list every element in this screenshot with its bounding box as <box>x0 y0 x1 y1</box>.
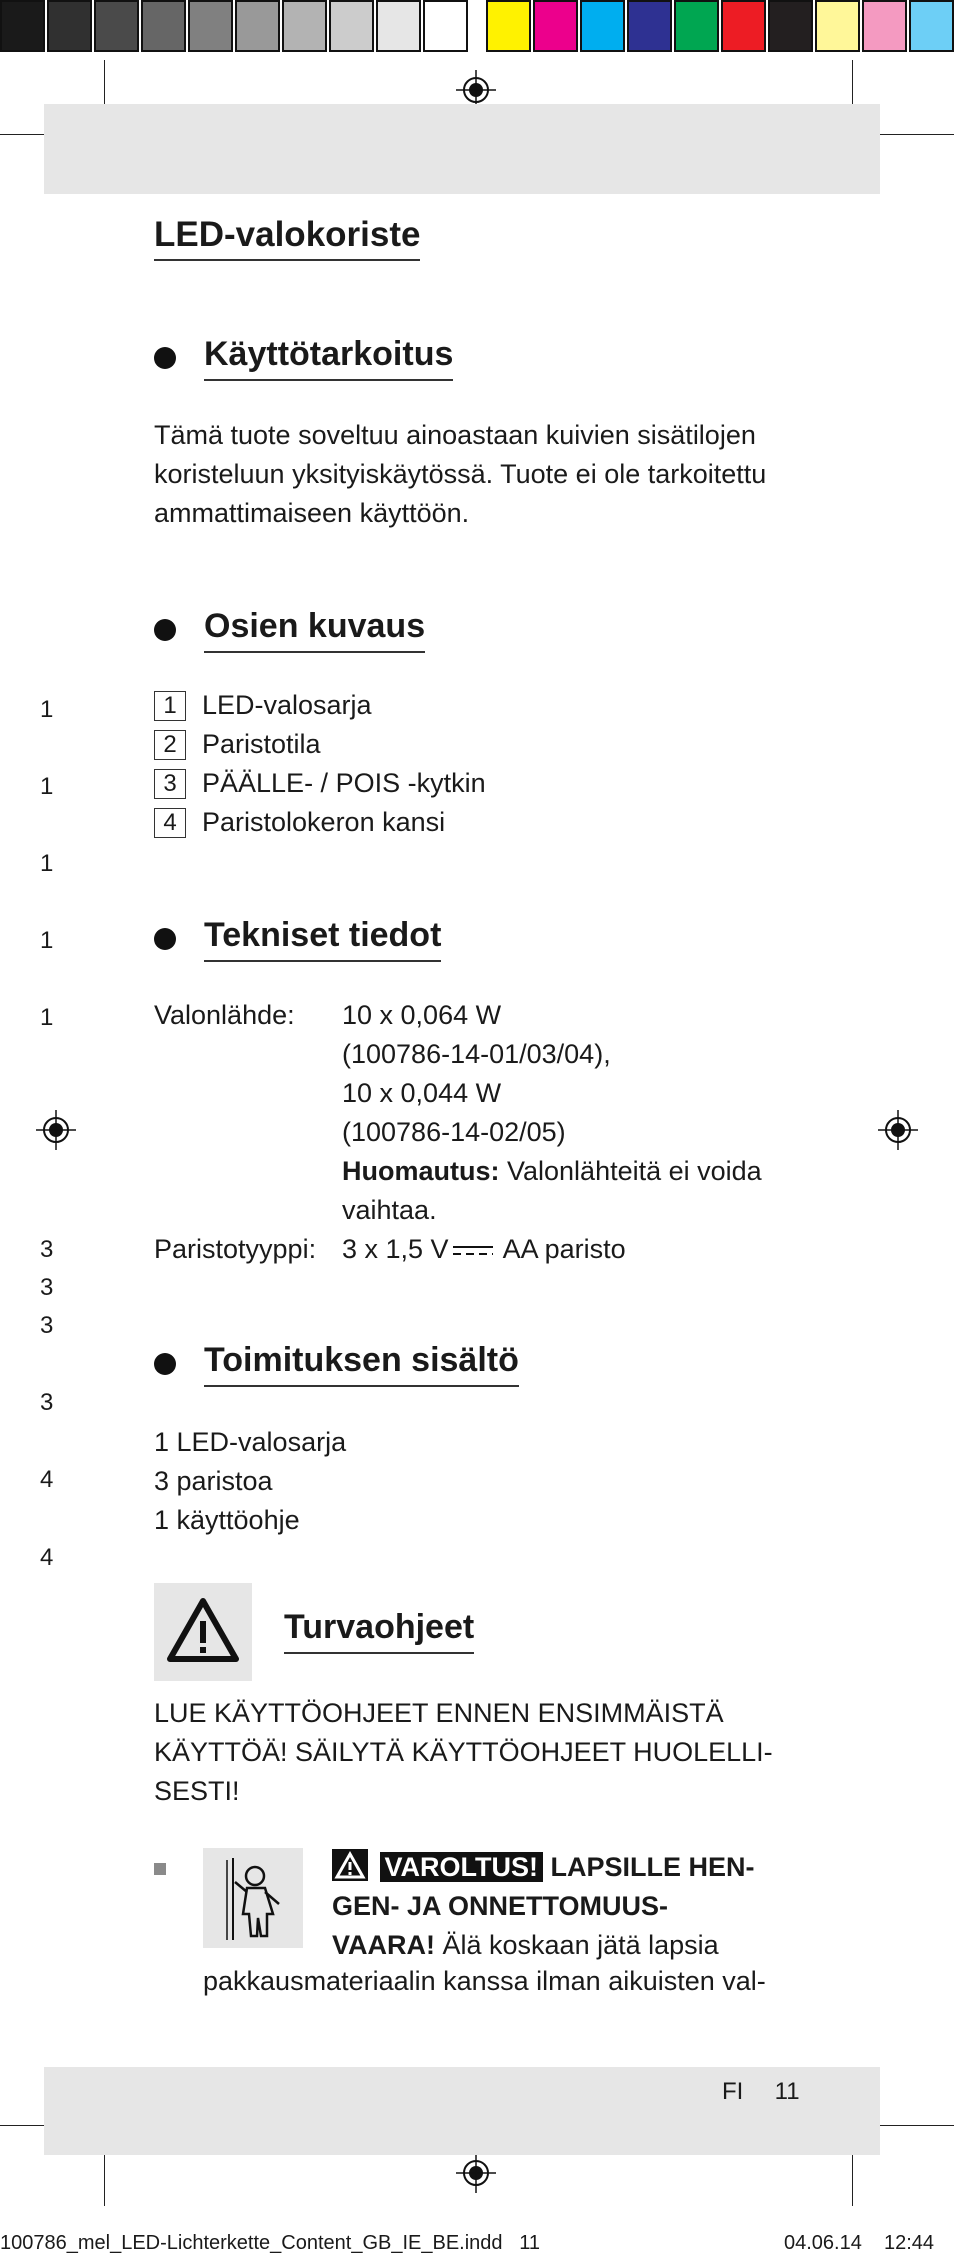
contents-list <box>154 1423 346 1540</box>
color-swatch <box>533 0 578 52</box>
section-heading-specs <box>154 916 441 962</box>
spec-label: Valonlähde: <box>154 1000 295 1030</box>
child-hazard-icon <box>203 1848 303 1948</box>
text-line: ammattimaiseen käyttöön. <box>154 498 470 528</box>
gray-swatch <box>235 0 280 52</box>
part-label: PÄÄLLE- / POIS -kytkin <box>202 768 486 798</box>
section-heading-contents <box>154 1341 519 1387</box>
part-item <box>154 807 445 838</box>
color-swatch <box>862 0 907 52</box>
color-swatch <box>486 0 531 52</box>
part-number: 1 <box>154 691 186 721</box>
part-label: Paristolokeron kansi <box>202 807 446 837</box>
part-item <box>154 729 321 760</box>
margin-number: 1 <box>40 773 54 800</box>
page-title: LED-valokoriste <box>154 215 420 261</box>
registration-mark-icon <box>36 1110 76 1150</box>
warning-triangle-icon <box>154 1583 252 1681</box>
warning-small-triangle-icon <box>332 1849 368 1881</box>
note-line <box>342 1152 862 1191</box>
page-number-block <box>722 2078 800 2106</box>
section-heading-purpose <box>154 335 453 381</box>
warning-text: Älä koskaan jätä lapsia <box>435 1930 719 1960</box>
purpose-text <box>154 416 766 533</box>
page-number: 11 <box>774 2078 800 2105</box>
bullet-icon <box>154 619 176 641</box>
crop-mark <box>104 2150 105 2206</box>
part-label: LED-valosarja <box>202 690 372 720</box>
margin-number: 1 <box>40 850 54 877</box>
section-heading-parts <box>154 607 425 653</box>
margin-number: 4 <box>40 1544 54 1571</box>
color-swatch <box>815 0 860 52</box>
part-number: 4 <box>154 808 186 838</box>
crop-mark <box>852 2150 853 2206</box>
part-item <box>154 690 372 721</box>
text-line: 10 x 0,044 W <box>342 1078 502 1108</box>
list-item: 1 LED-valosarja <box>154 1427 347 1457</box>
note-label: Huomautus: <box>342 1156 500 1186</box>
warning-block <box>332 1848 892 1965</box>
gray-swatch <box>376 0 421 52</box>
safety-text <box>154 1694 773 1811</box>
battery-voltage: 3 x 1,5 V <box>342 1234 449 1264</box>
slug-date: 04.06.14 <box>784 2232 862 2254</box>
section-title: Toimituksen sisältö <box>204 1341 519 1387</box>
margin-number: 3 <box>40 1274 54 1301</box>
text-line: vaihtaa. <box>342 1195 437 1225</box>
text-line: Tämä tuote soveltuu ainoastaan kuivien sisätilojen <box>154 420 756 450</box>
section-title: Osien kuvaus <box>204 607 425 653</box>
bullet-icon <box>154 347 176 369</box>
list-bullet-square <box>154 1863 166 1875</box>
margin-number: 3 <box>40 1236 54 1263</box>
gray-swatch <box>282 0 327 52</box>
warning-line <box>332 1926 892 1965</box>
gray-swatch <box>0 0 45 52</box>
crop-mark <box>872 2125 954 2126</box>
note-text: Valonlähteitä ei voida <box>499 1156 762 1186</box>
margin-number: 1 <box>40 696 54 723</box>
spec-value <box>342 996 862 1230</box>
file-slug: 100786_mel_LED-Lichterkette_Content_GB_IE_BE.indd 11 <box>0 2232 540 2254</box>
list-item: 3 paristoa <box>154 1466 273 1496</box>
warning-heading: GEN- JA ONNETTOMUUS- <box>332 1891 669 1921</box>
color-swatch <box>721 0 766 52</box>
gray-swatch <box>141 0 186 52</box>
spec-value <box>342 1230 862 1269</box>
text-line: LUE KÄYTTÖOHJEET ENNEN ENSIMMÄISTÄ <box>154 1698 724 1728</box>
text-line: SESTI! <box>154 1776 240 1806</box>
margin-number: 3 <box>40 1389 54 1416</box>
warning-heading: VAARA! <box>332 1930 435 1960</box>
text-line: (100786-14-01/03/04), <box>342 1039 611 1069</box>
color-swatch <box>674 0 719 52</box>
section-title: Turvaohjeet <box>284 1608 474 1654</box>
list-item: 1 käyttöohje <box>154 1505 300 1535</box>
text-line: koristeluun yksityiskäytössä. Tuote ei ole tarkoitettu <box>154 459 767 489</box>
gray-swatch <box>47 0 92 52</box>
gray-swatch <box>423 0 468 52</box>
text-line: KÄYTTÖÄ! SÄILYTÄ KÄYTTÖOHJEET HUOLELLI- <box>154 1737 773 1767</box>
color-swatch <box>909 0 954 52</box>
warning-line <box>332 1848 892 1887</box>
header-band <box>44 104 880 194</box>
slug-time: 12:44 <box>884 2232 935 2254</box>
color-swatch <box>580 0 625 52</box>
warning-heading: LAPSILLE HEN- <box>543 1852 755 1882</box>
part-number: 2 <box>154 730 186 760</box>
section-title: Tekniset tiedot <box>204 916 441 962</box>
color-swatch <box>768 0 813 52</box>
safety-heading <box>284 1608 474 1654</box>
part-label: Paristotila <box>202 729 321 759</box>
battery-type: AA paristo <box>496 1234 626 1264</box>
margin-number: 1 <box>40 927 54 954</box>
part-number: 3 <box>154 769 186 799</box>
gray-swatch <box>329 0 374 52</box>
color-swatch <box>627 0 672 52</box>
registration-mark-icon <box>456 2153 496 2193</box>
margin-number: 3 <box>40 1312 54 1339</box>
gray-swatch <box>188 0 233 52</box>
spec-label: Paristotyyppi: <box>154 1234 317 1264</box>
margin-number: 4 <box>40 1466 54 1493</box>
child-hazard-icon-box <box>203 1848 303 1948</box>
text-line: (100786-14-02/05) <box>342 1117 566 1147</box>
registration-mark-icon <box>878 1110 918 1150</box>
dc-symbol-icon <box>453 1244 493 1258</box>
text-line: 10 x 0,064 W <box>342 1000 502 1030</box>
warning-continuation: pakkausmateriaalin kanssa ilman aikuisten val- <box>203 1966 766 1996</box>
bullet-icon <box>154 928 176 950</box>
crop-mark <box>872 134 954 135</box>
bullet-icon <box>154 1353 176 1375</box>
warning-label: VAROLTUS! <box>380 1852 543 1882</box>
language-code: FI <box>722 2078 744 2105</box>
margin-number: 1 <box>40 1004 54 1031</box>
gray-swatch <box>94 0 139 52</box>
warning-icon-box <box>154 1583 252 1681</box>
part-item <box>154 768 486 799</box>
section-title: Käyttötarkoitus <box>204 335 453 381</box>
